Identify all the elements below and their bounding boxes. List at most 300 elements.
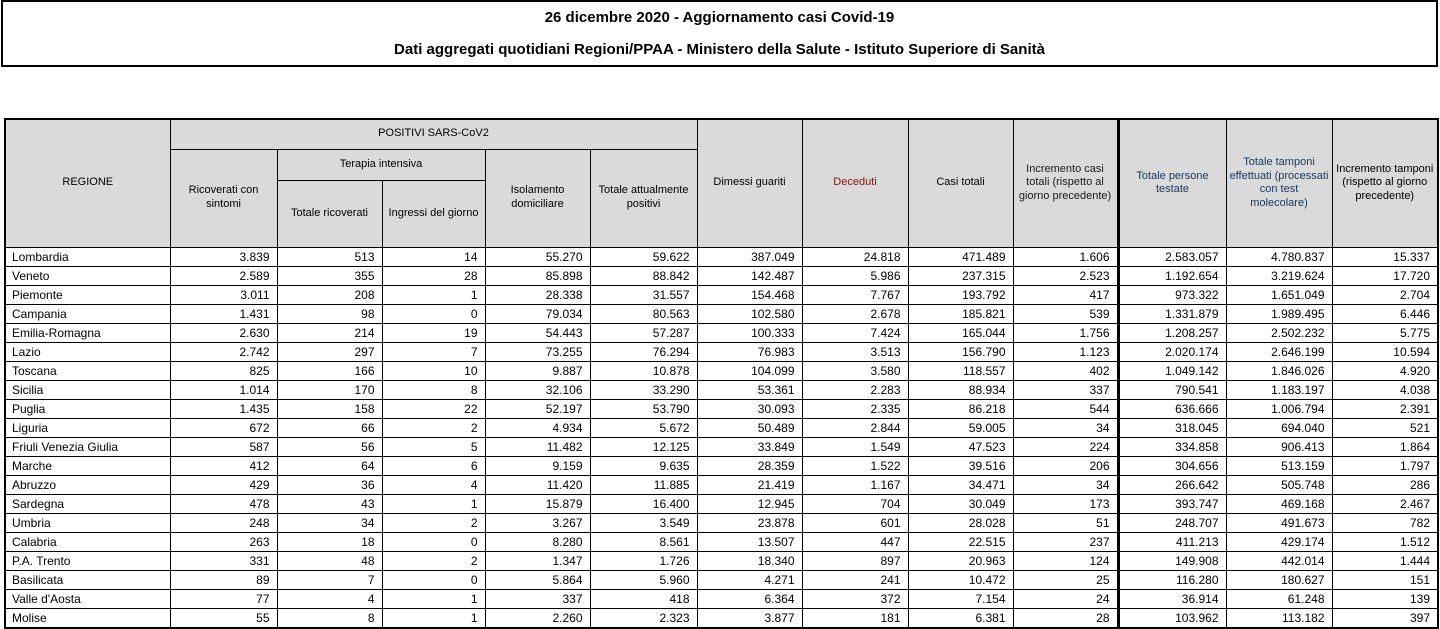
- region-cell: Friuli Venezia Giulia: [5, 437, 170, 456]
- value-cell: 10.472: [908, 570, 1013, 589]
- value-cell: 1.846.026: [1226, 361, 1332, 380]
- value-cell: 266.642: [1118, 475, 1226, 494]
- value-cell: 23.878: [697, 513, 802, 532]
- value-cell: 185.821: [908, 304, 1013, 323]
- table-row: [5, 304, 1438, 323]
- value-cell: 1.606: [1013, 247, 1118, 266]
- value-cell: 418: [590, 589, 697, 608]
- value-cell: 116.280: [1118, 570, 1226, 589]
- value-cell: 22: [382, 399, 485, 418]
- value-cell: 1.512: [1332, 532, 1438, 551]
- region-cell: Piemonte: [5, 285, 170, 304]
- region-cell: Toscana: [5, 361, 170, 380]
- value-cell: 28.359: [697, 456, 802, 475]
- value-cell: 85.898: [485, 266, 590, 285]
- value-cell: 34: [277, 513, 382, 532]
- column-header-regione: REGIONE: [5, 119, 170, 247]
- value-cell: 505.748: [1226, 475, 1332, 494]
- value-cell: 7: [277, 570, 382, 589]
- value-cell: 31.557: [590, 285, 697, 304]
- value-cell: 442.014: [1226, 551, 1332, 570]
- value-cell: 86.218: [908, 399, 1013, 418]
- region-cell: Sicilia: [5, 380, 170, 399]
- value-cell: 393.747: [1118, 494, 1226, 513]
- value-cell: 337: [1013, 380, 1118, 399]
- table-row: [5, 494, 1438, 513]
- value-cell: 9.159: [485, 456, 590, 475]
- column-header-incremento-tamponi: Incremento tamponi (rispetto al giorno precedente): [1332, 119, 1438, 247]
- value-cell: 429: [170, 475, 277, 494]
- value-cell: 39.516: [908, 456, 1013, 475]
- value-cell: 34: [1013, 475, 1118, 494]
- value-cell: 601: [802, 513, 908, 532]
- value-cell: 3.877: [697, 608, 802, 628]
- table-row: [5, 513, 1438, 532]
- value-cell: 2: [382, 418, 485, 437]
- value-cell: 2.742: [170, 342, 277, 361]
- value-cell: 2.583.057: [1118, 247, 1226, 266]
- value-cell: 24: [1013, 589, 1118, 608]
- table-row: [5, 380, 1438, 399]
- value-cell: 3.513: [802, 342, 908, 361]
- value-cell: 372: [802, 589, 908, 608]
- value-cell: 28: [1013, 608, 1118, 628]
- value-cell: 8: [277, 608, 382, 628]
- value-cell: 3.839: [170, 247, 277, 266]
- value-cell: 2.630: [170, 323, 277, 342]
- value-cell: 8.280: [485, 532, 590, 551]
- value-cell: 6: [382, 456, 485, 475]
- value-cell: 672: [170, 418, 277, 437]
- value-cell: 5.960: [590, 570, 697, 589]
- value-cell: 318.045: [1118, 418, 1226, 437]
- value-cell: 286: [1332, 475, 1438, 494]
- value-cell: 2.323: [590, 608, 697, 628]
- title-source-line: Dati aggregati quotidiani Regioni/PPAA - Ministero della Salute - Istituto Superiore di Sanità: [394, 41, 1045, 58]
- region-cell: Basilicata: [5, 570, 170, 589]
- value-cell: 170: [277, 380, 382, 399]
- value-cell: 30.093: [697, 399, 802, 418]
- value-cell: 544: [1013, 399, 1118, 418]
- table-header: [5, 119, 1438, 247]
- value-cell: 20.963: [908, 551, 1013, 570]
- value-cell: 36.914: [1118, 589, 1226, 608]
- value-cell: 89: [170, 570, 277, 589]
- column-header-ingressi-del-giorno: Ingressi del giorno: [382, 180, 485, 247]
- value-cell: 1.756: [1013, 323, 1118, 342]
- value-cell: 9.635: [590, 456, 697, 475]
- value-cell: 355: [277, 266, 382, 285]
- value-cell: 237.315: [908, 266, 1013, 285]
- value-cell: 2.283: [802, 380, 908, 399]
- table-row: [5, 323, 1438, 342]
- value-cell: 100.333: [697, 323, 802, 342]
- value-cell: 50.489: [697, 418, 802, 437]
- value-cell: 417: [1013, 285, 1118, 304]
- value-cell: 151: [1332, 570, 1438, 589]
- value-cell: 158: [277, 399, 382, 418]
- value-cell: 2.844: [802, 418, 908, 437]
- column-header-incremento-casi-totali: Incremento casi totali (rispetto al giorno precedente): [1013, 119, 1118, 247]
- value-cell: 0: [382, 570, 485, 589]
- table-row: [5, 285, 1438, 304]
- table-body: [5, 247, 1438, 628]
- value-cell: 15.879: [485, 494, 590, 513]
- value-cell: 1.522: [802, 456, 908, 475]
- value-cell: 4: [382, 475, 485, 494]
- value-cell: 2.646.199: [1226, 342, 1332, 361]
- value-cell: 241: [802, 570, 908, 589]
- value-cell: 28.338: [485, 285, 590, 304]
- value-cell: 973.322: [1118, 285, 1226, 304]
- value-cell: 429.174: [1226, 532, 1332, 551]
- column-header-totale-ricoverati: Totale ricoverati: [277, 180, 382, 247]
- value-cell: 57.287: [590, 323, 697, 342]
- value-cell: 15.337: [1332, 247, 1438, 266]
- column-header-totale-tamponi: Totale tamponi effettuati (processati con test molecolare): [1226, 119, 1332, 247]
- value-cell: 2.678: [802, 304, 908, 323]
- value-cell: 139: [1332, 589, 1438, 608]
- value-cell: 825: [170, 361, 277, 380]
- column-header-deceduti: Deceduti: [802, 119, 908, 247]
- table-row: [5, 399, 1438, 418]
- value-cell: 47.523: [908, 437, 1013, 456]
- covid-data-table: [4, 118, 1439, 629]
- value-cell: 471.489: [908, 247, 1013, 266]
- value-cell: 1: [382, 589, 485, 608]
- value-cell: 2.335: [802, 399, 908, 418]
- value-cell: 34: [1013, 418, 1118, 437]
- value-cell: 897: [802, 551, 908, 570]
- value-cell: 102.580: [697, 304, 802, 323]
- region-cell: Valle d'Aosta: [5, 589, 170, 608]
- value-cell: 149.908: [1118, 551, 1226, 570]
- table-row: [5, 589, 1438, 608]
- value-cell: 1.549: [802, 437, 908, 456]
- column-header-isolamento-domiciliare: Isolamento domiciliare: [485, 149, 590, 247]
- value-cell: 412: [170, 456, 277, 475]
- value-cell: 36: [277, 475, 382, 494]
- value-cell: 3.267: [485, 513, 590, 532]
- value-cell: 7.767: [802, 285, 908, 304]
- value-cell: 3.219.624: [1226, 266, 1332, 285]
- region-cell: Puglia: [5, 399, 170, 418]
- value-cell: 5: [382, 437, 485, 456]
- value-cell: 1.183.197: [1226, 380, 1332, 399]
- value-cell: 0: [382, 304, 485, 323]
- value-cell: 4.934: [485, 418, 590, 437]
- region-cell: P.A. Trento: [5, 551, 170, 570]
- value-cell: 7.154: [908, 589, 1013, 608]
- value-cell: 28: [382, 266, 485, 285]
- value-cell: 53.790: [590, 399, 697, 418]
- column-header-totale-attualmente-positivi: Totale attualmente positivi: [590, 149, 697, 247]
- value-cell: 2: [382, 551, 485, 570]
- value-cell: 1.331.879: [1118, 304, 1226, 323]
- value-cell: 337: [485, 589, 590, 608]
- value-cell: 98: [277, 304, 382, 323]
- region-cell: Lombardia: [5, 247, 170, 266]
- value-cell: 12.125: [590, 437, 697, 456]
- value-cell: 48: [277, 551, 382, 570]
- value-cell: 1: [382, 494, 485, 513]
- value-cell: 2.589: [170, 266, 277, 285]
- value-cell: 5.672: [590, 418, 697, 437]
- value-cell: 154.468: [697, 285, 802, 304]
- value-cell: 12.945: [697, 494, 802, 513]
- value-cell: 6.364: [697, 589, 802, 608]
- value-cell: 4: [277, 589, 382, 608]
- value-cell: 704: [802, 494, 908, 513]
- value-cell: 1.431: [170, 304, 277, 323]
- value-cell: 1.864: [1332, 437, 1438, 456]
- value-cell: 59.622: [590, 247, 697, 266]
- value-cell: 165.044: [908, 323, 1013, 342]
- region-cell: Abruzzo: [5, 475, 170, 494]
- value-cell: 1.726: [590, 551, 697, 570]
- value-cell: 694.040: [1226, 418, 1332, 437]
- value-cell: 56: [277, 437, 382, 456]
- value-cell: 113.182: [1226, 608, 1332, 628]
- value-cell: 513.159: [1226, 456, 1332, 475]
- value-cell: 19: [382, 323, 485, 342]
- value-cell: 1.014: [170, 380, 277, 399]
- value-cell: 237: [1013, 532, 1118, 551]
- region-cell: Liguria: [5, 418, 170, 437]
- value-cell: 2.260: [485, 608, 590, 628]
- value-cell: 521: [1332, 418, 1438, 437]
- value-cell: 180.627: [1226, 570, 1332, 589]
- value-cell: 14: [382, 247, 485, 266]
- region-cell: Marche: [5, 456, 170, 475]
- value-cell: 51: [1013, 513, 1118, 532]
- value-cell: 206: [1013, 456, 1118, 475]
- value-cell: 53.361: [697, 380, 802, 399]
- region-cell: Calabria: [5, 532, 170, 551]
- table-row: [5, 361, 1438, 380]
- value-cell: 55.270: [485, 247, 590, 266]
- value-cell: 54.443: [485, 323, 590, 342]
- value-cell: 166: [277, 361, 382, 380]
- value-cell: 214: [277, 323, 382, 342]
- value-cell: 10: [382, 361, 485, 380]
- value-cell: 4.920: [1332, 361, 1438, 380]
- value-cell: 1.006.794: [1226, 399, 1332, 418]
- value-cell: 1.435: [170, 399, 277, 418]
- title-date-line: 26 dicembre 2020 - Aggiornamento casi Covid-19: [544, 9, 895, 26]
- value-cell: 397: [1332, 608, 1438, 628]
- value-cell: 79.034: [485, 304, 590, 323]
- value-cell: 66: [277, 418, 382, 437]
- value-cell: 387.049: [697, 247, 802, 266]
- value-cell: 16.400: [590, 494, 697, 513]
- value-cell: 181: [802, 608, 908, 628]
- group-header-positivi-sars-cov2: POSITIVI SARS-CoV2: [170, 119, 697, 149]
- value-cell: 59.005: [908, 418, 1013, 437]
- value-cell: 3.011: [170, 285, 277, 304]
- value-cell: 478: [170, 494, 277, 513]
- value-cell: 1.444: [1332, 551, 1438, 570]
- value-cell: 18.340: [697, 551, 802, 570]
- value-cell: 1.123: [1013, 342, 1118, 361]
- value-cell: 1.049.142: [1118, 361, 1226, 380]
- value-cell: 13.507: [697, 532, 802, 551]
- value-cell: 0: [382, 532, 485, 551]
- value-cell: 2.020.174: [1118, 342, 1226, 361]
- value-cell: 11.420: [485, 475, 590, 494]
- value-cell: 142.487: [697, 266, 802, 285]
- value-cell: 18: [277, 532, 382, 551]
- value-cell: 77: [170, 589, 277, 608]
- region-cell: Umbria: [5, 513, 170, 532]
- value-cell: 30.049: [908, 494, 1013, 513]
- region-cell: Sardegna: [5, 494, 170, 513]
- value-cell: 88.934: [908, 380, 1013, 399]
- value-cell: 193.792: [908, 285, 1013, 304]
- value-cell: 8: [382, 380, 485, 399]
- value-cell: 4.780.837: [1226, 247, 1332, 266]
- value-cell: 11.482: [485, 437, 590, 456]
- value-cell: 28.028: [908, 513, 1013, 532]
- value-cell: 88.842: [590, 266, 697, 285]
- value-cell: 906.413: [1226, 437, 1332, 456]
- value-cell: 6.446: [1332, 304, 1438, 323]
- value-cell: 33.849: [697, 437, 802, 456]
- value-cell: 539: [1013, 304, 1118, 323]
- value-cell: 447: [802, 532, 908, 551]
- value-cell: 5.775: [1332, 323, 1438, 342]
- value-cell: 469.168: [1226, 494, 1332, 513]
- value-cell: 32.106: [485, 380, 590, 399]
- group-header-terapia-intensiva: Terapia intensiva: [277, 149, 485, 180]
- value-cell: 334.858: [1118, 437, 1226, 456]
- value-cell: 8.561: [590, 532, 697, 551]
- value-cell: 2.502.232: [1226, 323, 1332, 342]
- table-row: [5, 608, 1438, 628]
- table-row: [5, 456, 1438, 475]
- value-cell: 4.038: [1332, 380, 1438, 399]
- value-cell: 25: [1013, 570, 1118, 589]
- value-cell: 124: [1013, 551, 1118, 570]
- value-cell: 1.797: [1332, 456, 1438, 475]
- value-cell: 1.989.495: [1226, 304, 1332, 323]
- value-cell: 24.818: [802, 247, 908, 266]
- value-cell: 52.197: [485, 399, 590, 418]
- value-cell: 331: [170, 551, 277, 570]
- value-cell: 7: [382, 342, 485, 361]
- value-cell: 5.864: [485, 570, 590, 589]
- value-cell: 76.983: [697, 342, 802, 361]
- value-cell: 3.549: [590, 513, 697, 532]
- region-cell: Veneto: [5, 266, 170, 285]
- column-header-totale-persone-testate: Totale persone testate: [1118, 119, 1226, 247]
- value-cell: 61.248: [1226, 589, 1332, 608]
- value-cell: 782: [1332, 513, 1438, 532]
- value-cell: 2.704: [1332, 285, 1438, 304]
- value-cell: 73.255: [485, 342, 590, 361]
- value-cell: 491.673: [1226, 513, 1332, 532]
- value-cell: 3.580: [802, 361, 908, 380]
- title-box: [1, 0, 1438, 67]
- value-cell: 17.720: [1332, 266, 1438, 285]
- value-cell: 587: [170, 437, 277, 456]
- value-cell: 1.192.654: [1118, 266, 1226, 285]
- region-cell: Lazio: [5, 342, 170, 361]
- table-row: [5, 247, 1438, 266]
- value-cell: 33.290: [590, 380, 697, 399]
- value-cell: 118.557: [908, 361, 1013, 380]
- value-cell: 43: [277, 494, 382, 513]
- value-cell: 513: [277, 247, 382, 266]
- value-cell: 263: [170, 532, 277, 551]
- value-cell: 402: [1013, 361, 1118, 380]
- value-cell: 10.594: [1332, 342, 1438, 361]
- region-cell: Molise: [5, 608, 170, 628]
- value-cell: 2: [382, 513, 485, 532]
- value-cell: 1.208.257: [1118, 323, 1226, 342]
- value-cell: 1.651.049: [1226, 285, 1332, 304]
- value-cell: 248: [170, 513, 277, 532]
- value-cell: 1.167: [802, 475, 908, 494]
- column-header-casi-totali: Casi totali: [908, 119, 1013, 247]
- value-cell: 2.467: [1332, 494, 1438, 513]
- value-cell: 1.347: [485, 551, 590, 570]
- value-cell: 173: [1013, 494, 1118, 513]
- value-cell: 80.563: [590, 304, 697, 323]
- value-cell: 156.790: [908, 342, 1013, 361]
- table-row: [5, 266, 1438, 285]
- value-cell: 4.271: [697, 570, 802, 589]
- table-row: [5, 342, 1438, 361]
- value-cell: 5.986: [802, 266, 908, 285]
- region-cell: Campania: [5, 304, 170, 323]
- value-cell: 7.424: [802, 323, 908, 342]
- table-container: [4, 118, 1439, 629]
- value-cell: 2.391: [1332, 399, 1438, 418]
- value-cell: 64: [277, 456, 382, 475]
- value-cell: 297: [277, 342, 382, 361]
- value-cell: 208: [277, 285, 382, 304]
- table-row: [5, 418, 1438, 437]
- value-cell: 21.419: [697, 475, 802, 494]
- column-header-dimessi-guariti: Dimessi guariti: [697, 119, 802, 247]
- value-cell: 34.471: [908, 475, 1013, 494]
- table-row: [5, 437, 1438, 456]
- value-cell: 1: [382, 608, 485, 628]
- value-cell: 411.213: [1118, 532, 1226, 551]
- region-cell: Emilia-Romagna: [5, 323, 170, 342]
- value-cell: 224: [1013, 437, 1118, 456]
- table-row: [5, 551, 1438, 570]
- value-cell: 304.656: [1118, 456, 1226, 475]
- value-cell: 248.707: [1118, 513, 1226, 532]
- value-cell: 1: [382, 285, 485, 304]
- value-cell: 22.515: [908, 532, 1013, 551]
- value-cell: 76.294: [590, 342, 697, 361]
- value-cell: 9.887: [485, 361, 590, 380]
- table-row: [5, 475, 1438, 494]
- value-cell: 790.541: [1118, 380, 1226, 399]
- column-header-ricoverati-con-sintomi: Ricoverati con sintomi: [170, 149, 277, 247]
- value-cell: 2.523: [1013, 266, 1118, 285]
- table-row: [5, 570, 1438, 589]
- value-cell: 636.666: [1118, 399, 1226, 418]
- value-cell: 11.885: [590, 475, 697, 494]
- value-cell: 55: [170, 608, 277, 628]
- value-cell: 6.381: [908, 608, 1013, 628]
- table-row: [5, 532, 1438, 551]
- value-cell: 104.099: [697, 361, 802, 380]
